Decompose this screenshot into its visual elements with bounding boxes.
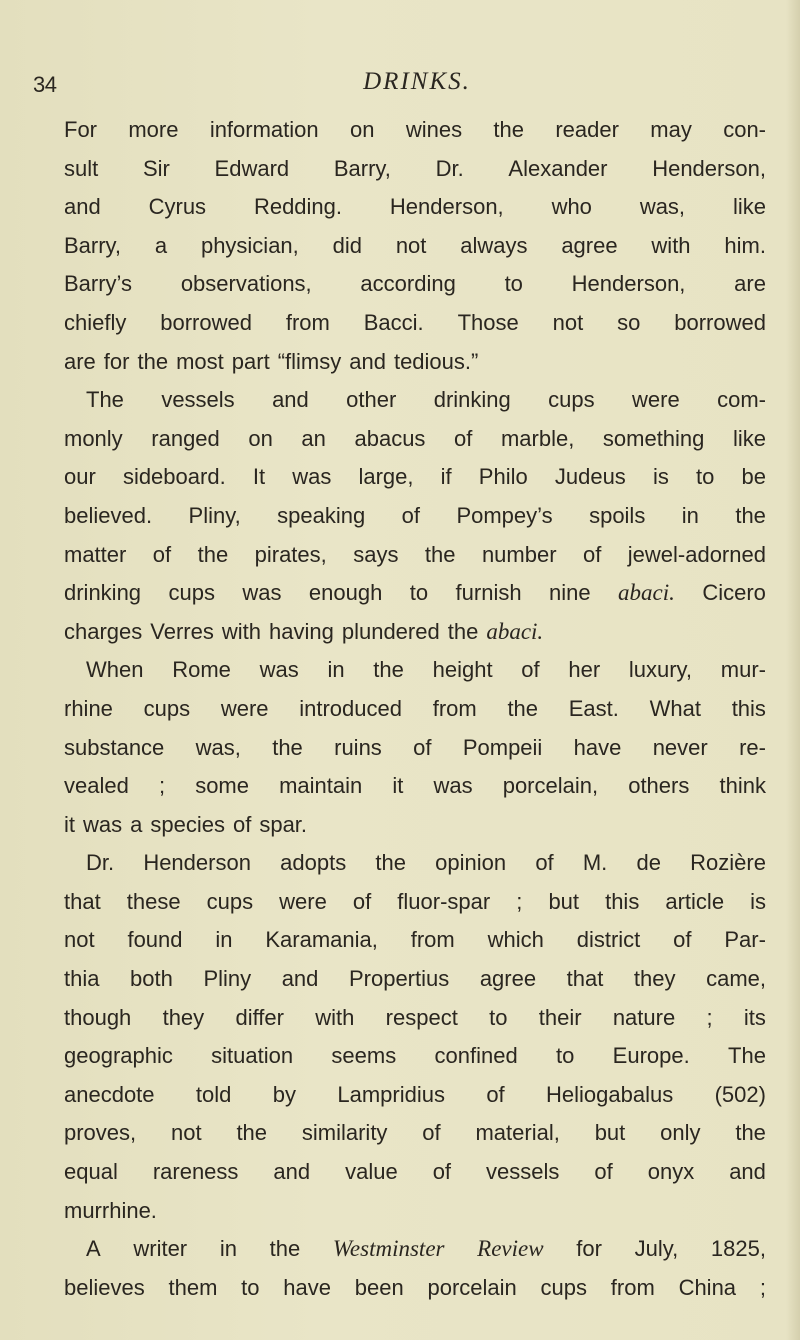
word: of xyxy=(673,927,692,953)
text-line xyxy=(64,696,766,735)
word: thia xyxy=(64,966,100,992)
word: Par- xyxy=(724,927,766,953)
word: vealed xyxy=(64,773,129,799)
text-line xyxy=(64,1005,766,1044)
word: on xyxy=(350,117,375,142)
word: by xyxy=(272,1081,296,1107)
word: are xyxy=(734,271,766,297)
word: monly xyxy=(64,425,123,451)
word: For xyxy=(64,117,97,142)
word: in xyxy=(215,927,233,953)
word: of xyxy=(432,1159,452,1185)
word: Judeus xyxy=(554,464,626,490)
word: not xyxy=(552,309,584,335)
text-line xyxy=(64,1159,766,1198)
word: other xyxy=(346,387,397,413)
word: article xyxy=(665,888,725,914)
word: ; xyxy=(759,1274,766,1300)
word: ; xyxy=(516,888,523,914)
word: is xyxy=(750,888,766,914)
word: Karamania, xyxy=(265,927,378,953)
word: Edward xyxy=(214,155,290,181)
word: of xyxy=(594,1159,613,1185)
word: the xyxy=(197,541,229,567)
word: abacus xyxy=(354,425,426,451)
word: were xyxy=(279,888,327,914)
text-line xyxy=(64,1198,766,1237)
word: of xyxy=(486,1081,505,1107)
word: but xyxy=(594,1120,626,1146)
word: who xyxy=(551,194,592,220)
word: vessels xyxy=(486,1159,560,1185)
word: found xyxy=(127,927,183,953)
word: the xyxy=(735,1120,766,1146)
word: M. xyxy=(582,850,608,876)
word: the xyxy=(447,618,479,644)
word: in xyxy=(681,502,699,528)
word: situation xyxy=(211,1043,294,1069)
word: did xyxy=(332,232,362,258)
italic-word: abaci. xyxy=(486,618,544,644)
word: geographic xyxy=(64,1043,173,1069)
word: that xyxy=(566,966,604,992)
word: to xyxy=(241,1274,260,1300)
word: fluor-spar xyxy=(397,888,491,914)
word: district xyxy=(576,927,641,953)
word: species xyxy=(150,811,225,837)
word: plundered xyxy=(341,618,440,644)
word: Those xyxy=(457,309,519,335)
body-text xyxy=(64,117,766,1313)
word: like xyxy=(732,194,766,220)
word: from xyxy=(410,927,455,953)
word: Rozière xyxy=(690,850,766,876)
word: Henderson, xyxy=(652,155,766,181)
text-line xyxy=(64,233,766,272)
word: to xyxy=(409,580,429,606)
word: of xyxy=(401,502,420,528)
word: proves, xyxy=(64,1120,137,1146)
word: rareness xyxy=(152,1159,239,1185)
italic-word: Review xyxy=(477,1236,544,1262)
word: furnish xyxy=(455,580,522,606)
word: equal xyxy=(64,1159,118,1185)
word: nature xyxy=(612,1004,676,1030)
word: Alexander xyxy=(508,155,608,181)
word: of xyxy=(454,425,473,451)
word: was, xyxy=(195,734,241,760)
word: this xyxy=(731,695,766,721)
word: which xyxy=(487,927,544,953)
word: may xyxy=(650,117,692,142)
word: not xyxy=(64,927,95,953)
word: anecdote xyxy=(64,1081,155,1107)
word: the xyxy=(375,850,406,876)
word: porcelain, xyxy=(502,773,599,799)
word: to xyxy=(695,464,715,490)
word: Cicero xyxy=(702,580,766,606)
word: with xyxy=(315,1004,355,1030)
word: it xyxy=(64,811,75,837)
text-line xyxy=(64,426,766,465)
word: not xyxy=(171,1120,202,1146)
word: com- xyxy=(717,387,766,413)
word: was xyxy=(292,464,332,490)
word: so xyxy=(617,309,641,335)
word: Henderson xyxy=(143,850,251,876)
word: agree xyxy=(561,232,618,258)
word: were xyxy=(632,387,680,413)
word: matter xyxy=(64,541,127,567)
text-line xyxy=(64,812,766,851)
word: always xyxy=(460,232,528,258)
word: never xyxy=(652,734,708,760)
word: and xyxy=(729,1159,766,1185)
italic-word: abaci. xyxy=(618,580,675,606)
word: cups xyxy=(540,1274,588,1300)
word: and xyxy=(64,194,101,220)
text-line xyxy=(64,619,766,658)
word: What xyxy=(649,695,701,721)
word: Barry’s xyxy=(64,271,133,297)
word: drinking xyxy=(64,580,142,606)
word: introduced xyxy=(299,695,402,721)
word: value xyxy=(345,1159,398,1185)
word: the xyxy=(269,1236,301,1262)
word: chiefly xyxy=(64,309,127,335)
text-line xyxy=(64,156,766,195)
word: in xyxy=(327,657,345,683)
word: ruins xyxy=(334,734,382,760)
word: came, xyxy=(706,966,766,992)
word: cups xyxy=(168,580,215,606)
word: Henderson, xyxy=(389,194,504,220)
word: Pompeii xyxy=(462,734,543,760)
word: more xyxy=(128,117,179,142)
word: A xyxy=(86,1236,101,1262)
word: speaking xyxy=(277,502,366,528)
word: material, xyxy=(475,1120,560,1146)
word: Cyrus xyxy=(148,194,207,220)
word: is xyxy=(652,464,669,490)
word: him. xyxy=(724,232,766,258)
word: they xyxy=(633,966,676,992)
word: ; xyxy=(158,773,166,799)
word: spoils xyxy=(589,502,646,528)
word: vessels xyxy=(161,387,235,413)
word: was xyxy=(242,580,282,606)
word: their xyxy=(538,1004,582,1030)
text-line xyxy=(64,580,766,619)
word: cups xyxy=(548,387,595,413)
word: in xyxy=(219,1236,237,1262)
word: the xyxy=(507,695,539,721)
word: Henderson, xyxy=(571,271,686,297)
text-line xyxy=(64,503,766,542)
word: of xyxy=(422,1120,441,1146)
word: Rome xyxy=(172,657,231,683)
word: reader xyxy=(555,117,619,142)
word: our xyxy=(64,464,96,490)
word: was, xyxy=(639,194,686,220)
word: her xyxy=(568,657,601,683)
word: these xyxy=(126,888,181,914)
word: having xyxy=(269,618,334,644)
word: of xyxy=(535,850,554,876)
word: similarity xyxy=(301,1120,388,1146)
word: others xyxy=(628,773,690,799)
text-line xyxy=(64,657,766,696)
word: Verres xyxy=(150,618,214,644)
word: was xyxy=(433,773,473,799)
text-line xyxy=(64,464,766,503)
word: of xyxy=(232,811,252,837)
word: luxury, xyxy=(628,657,693,683)
word: something xyxy=(602,425,705,451)
word: adopts xyxy=(280,850,347,876)
text-line xyxy=(64,735,766,774)
word: and xyxy=(281,966,319,992)
word: cups xyxy=(206,888,254,914)
word: been xyxy=(354,1274,404,1300)
word: (502) xyxy=(714,1081,766,1107)
word: seems xyxy=(331,1043,397,1069)
word: East. xyxy=(568,695,619,721)
word: to xyxy=(556,1043,575,1069)
word: of xyxy=(582,541,602,567)
word: marble, xyxy=(500,425,575,451)
word: Heliogabalus xyxy=(546,1081,674,1107)
text-line xyxy=(64,927,766,966)
word: Dr. xyxy=(86,850,115,876)
word: charges xyxy=(64,618,143,644)
word: cups xyxy=(143,695,191,721)
word: The xyxy=(728,1043,766,1069)
page-edge xyxy=(786,0,800,1340)
word: porcelain xyxy=(427,1274,517,1300)
word: the xyxy=(735,502,766,528)
word: Europe. xyxy=(612,1043,690,1069)
word: Pliny xyxy=(203,966,252,992)
word: both xyxy=(130,966,173,992)
word: not xyxy=(395,232,427,258)
word: of xyxy=(352,888,372,914)
word: physician, xyxy=(200,232,299,258)
word: an xyxy=(301,425,326,451)
text-line xyxy=(64,1082,766,1121)
word: was xyxy=(259,657,299,683)
word: of xyxy=(413,734,432,760)
text-line xyxy=(64,349,766,388)
word: be xyxy=(741,464,766,490)
word: have xyxy=(283,1274,332,1300)
word: a xyxy=(154,232,168,258)
word: murrhine. xyxy=(64,1197,157,1223)
word: part xyxy=(231,348,270,374)
text-line xyxy=(64,387,766,426)
word: substance xyxy=(64,734,165,760)
word: Barry, xyxy=(64,232,122,258)
word: from xyxy=(432,695,477,721)
word: that xyxy=(64,888,101,914)
text-line xyxy=(64,773,766,812)
word: Philo xyxy=(478,464,528,490)
word: onyx xyxy=(647,1159,695,1185)
word: if xyxy=(440,464,452,490)
word: Barry, xyxy=(333,155,391,181)
page-number: 34 xyxy=(33,72,57,97)
word: told xyxy=(195,1081,232,1107)
word: a xyxy=(130,811,143,837)
word: large, xyxy=(358,464,414,490)
word: of xyxy=(521,657,540,683)
word: have xyxy=(573,734,622,760)
word: this xyxy=(605,888,640,914)
word: are xyxy=(64,348,96,374)
word: Sir xyxy=(142,155,170,181)
word: Pliny, xyxy=(188,502,241,528)
text-line xyxy=(64,117,766,156)
word: jewel-adorned xyxy=(627,541,766,567)
word: nine xyxy=(549,580,591,606)
word: for xyxy=(576,1236,602,1262)
word: drinking xyxy=(433,387,511,413)
word: height xyxy=(432,657,493,683)
text-line xyxy=(64,966,766,1005)
word: some xyxy=(195,773,249,799)
word: agree xyxy=(479,966,537,992)
word: were xyxy=(220,695,269,721)
word: confined xyxy=(434,1043,518,1069)
word: “flimsy xyxy=(277,348,342,374)
word: sideboard. xyxy=(122,464,226,490)
word: Pompey’s xyxy=(456,502,553,528)
word: from xyxy=(610,1274,655,1300)
word: writer xyxy=(133,1236,188,1262)
word: its xyxy=(743,1004,766,1030)
word: think xyxy=(719,773,766,799)
word: tedious.” xyxy=(393,348,479,374)
text-line xyxy=(64,1236,766,1275)
word: the xyxy=(272,734,303,760)
word: re- xyxy=(739,734,766,760)
word: though xyxy=(64,1004,132,1030)
word: borrowed xyxy=(160,309,252,335)
word: borrowed xyxy=(674,309,766,335)
word: When xyxy=(86,657,144,683)
word: spar. xyxy=(259,811,308,837)
word: maintain xyxy=(279,773,363,799)
word: rhine xyxy=(64,695,113,721)
word: pirates, xyxy=(254,541,327,567)
word: like xyxy=(732,425,766,451)
text-line xyxy=(64,1043,766,1082)
text-line xyxy=(64,310,766,349)
word: ranged xyxy=(151,425,220,451)
word: from xyxy=(285,309,330,335)
word: for xyxy=(103,348,130,374)
word: and xyxy=(349,348,386,374)
text-line xyxy=(64,194,766,233)
word: to xyxy=(504,271,523,297)
word: differ xyxy=(235,1004,284,1030)
running-title: DRINKS. xyxy=(363,68,471,95)
word: opinion xyxy=(435,850,507,876)
word: the xyxy=(493,117,525,142)
word: them xyxy=(168,1274,218,1300)
word: ; xyxy=(706,1004,713,1030)
word: most xyxy=(176,348,224,374)
word: It xyxy=(252,464,266,490)
word: mur- xyxy=(720,657,766,683)
word: respect xyxy=(385,1004,458,1030)
text-line xyxy=(64,1275,766,1314)
word: sult xyxy=(64,155,99,181)
word: it xyxy=(392,773,404,799)
text-line xyxy=(64,850,766,889)
word: China xyxy=(678,1274,737,1300)
word: Redding. xyxy=(253,194,343,220)
word: and xyxy=(272,387,309,413)
word: to xyxy=(489,1004,508,1030)
word: only xyxy=(660,1120,701,1146)
text-line xyxy=(64,271,766,310)
word: de xyxy=(636,850,661,876)
word: they xyxy=(162,1004,205,1030)
word: con- xyxy=(723,117,766,142)
word: with xyxy=(221,618,261,644)
word: believes xyxy=(64,1274,145,1300)
word: according xyxy=(360,271,456,297)
word: July, xyxy=(634,1236,679,1262)
word: and xyxy=(273,1159,311,1185)
running-head xyxy=(0,68,800,98)
word: observations, xyxy=(180,271,312,297)
word: wines xyxy=(405,117,463,142)
text-line xyxy=(64,542,766,581)
word: on xyxy=(248,425,273,451)
word: number xyxy=(481,541,557,567)
word: believed. xyxy=(64,502,153,528)
word: the xyxy=(236,1120,268,1146)
word: the xyxy=(373,657,404,683)
word: with xyxy=(651,232,691,258)
word: Lampridius xyxy=(337,1081,445,1107)
word: was xyxy=(83,811,123,837)
word: Propertius xyxy=(348,966,450,992)
word: says xyxy=(353,541,399,567)
word: enough xyxy=(308,580,383,606)
word: the xyxy=(424,541,456,567)
word: The xyxy=(86,387,124,413)
text-line xyxy=(64,1120,766,1159)
word: the xyxy=(137,348,169,374)
word: Dr. xyxy=(435,155,464,181)
word: but xyxy=(548,888,580,914)
italic-word: Westminster xyxy=(332,1236,445,1262)
word: of xyxy=(152,541,172,567)
word: information xyxy=(209,117,319,142)
text-line xyxy=(64,889,766,928)
word: 1825, xyxy=(710,1236,766,1262)
word: Bacci. xyxy=(363,309,424,335)
